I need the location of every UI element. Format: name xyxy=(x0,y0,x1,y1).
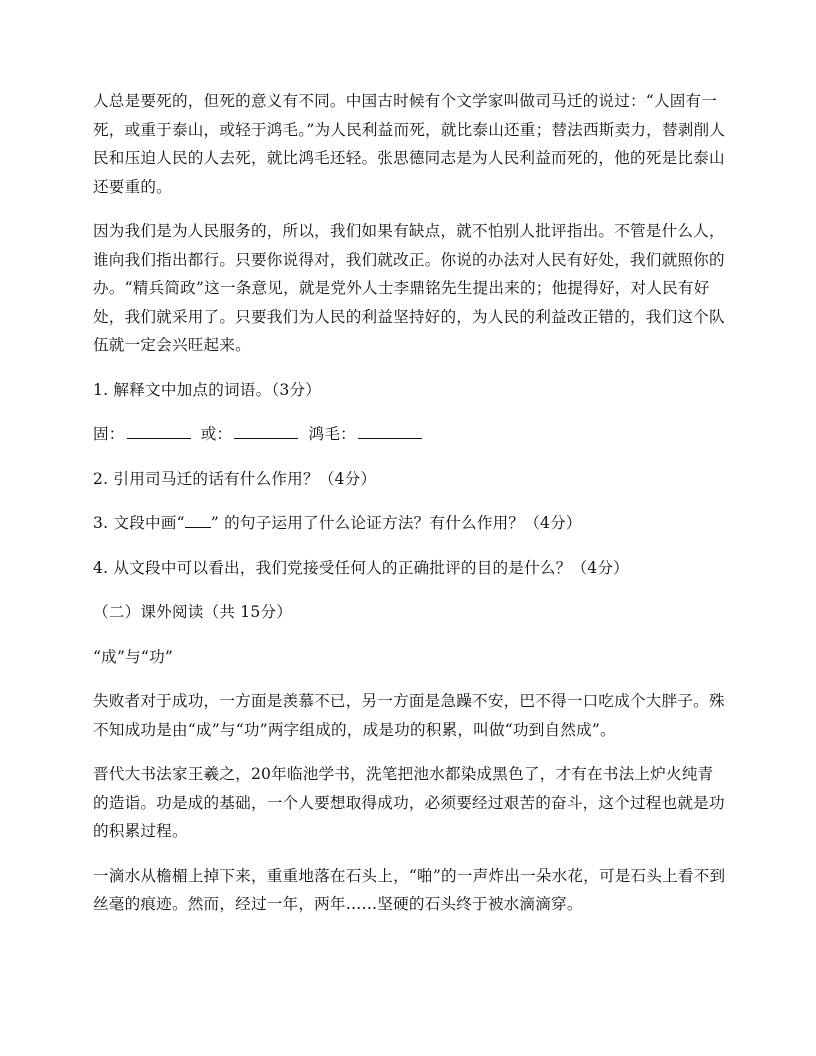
blank-label-gu: 固： xyxy=(93,425,125,443)
question-3-suffix: ” 的句子运用了什么论证方法？有什么作用？（4分） xyxy=(210,514,582,532)
question-2: 2. 引用司马迁的话有什么作用？（4分） xyxy=(93,469,377,488)
question-4: 4. 从文段中可以看出，我们党接受任何人的正确批评的目的是什么？（4分） xyxy=(93,558,629,577)
underline-mark xyxy=(185,509,211,528)
question-1-blanks xyxy=(93,420,729,449)
question-1: 1. 解释文中加点的词语。（3分） xyxy=(93,380,322,399)
blank-label-hongmao: 鸿毛： xyxy=(308,425,356,443)
answer-blank-hongmao[interactable] xyxy=(358,420,422,439)
passage-paragraph-2: 因为我们是为人民服务的，所以，我们如果有缺点，就不怕别人批评指出。不管是什么人，谁向我们指出都行。只要你说得对，我们就改正。你说的办法对人民有好处，我们就照你的办。“精兵简政”这一条意见，就是党外人士李鼎铭先生提出来的；他提得好，对人民有好处，我们就采用了。只要我们为人民的利益坚持好的，为人民的利益改正错的，我们这个队伍就一定会兴旺起来。 xyxy=(93,222,725,354)
blank-label-huo: 或： xyxy=(200,425,233,443)
question-3-prefix: 3. 文段中画“ xyxy=(93,514,185,532)
section-2-heading: （二）课外阅读（共 15分） xyxy=(93,603,293,621)
question-3 xyxy=(93,509,729,538)
article-paragraph-3: 一滴水从檐楣上掉下来，重重地落在石头上，“啪”的一声炸出一朵水花，可是石头上看不到丝毫的痕迹。然而，经过一年，两年……坚硬的石头终于被水滴滴穿。 xyxy=(93,866,726,913)
document-content xyxy=(93,87,729,935)
passage-paragraph-1: 人总是要死的，但死的意义有不同。中国古时候有个文学家叫做司马迁的说过：“人固有一死，或重于泰山，或轻于鸿毛。”为人民利益而死，就比泰山还重；替法西斯卖力，替剥削人民和压迫人民的人去死，就比鸿毛还轻。张思德同志是为人民利益而死的，他的死是比泰山还要重的。 xyxy=(93,92,726,196)
article-title: “成”与“功” xyxy=(93,647,174,666)
article-paragraph-1: 失败者对于成功，一方面是羡慕不已，另一方面是急躁不安，巴不得一口吃成个大胖子。殊不知成功是由“成”与“功”两字组成的，成是功的积累，叫做“功到自然成”。 xyxy=(93,692,725,739)
article-paragraph-2: 晋代大书法家王羲之，20年临池学书，洗笔把池水都染成黑色了，才有在书法上炉火纯青的造诣。功是成的基础，一个人要想取得成功，必须要经过艰苦的奋斗，这个过程也就是功的积累过程。 xyxy=(93,765,725,840)
answer-blank-gu[interactable] xyxy=(127,420,191,439)
answer-blank-huo[interactable] xyxy=(234,420,298,439)
